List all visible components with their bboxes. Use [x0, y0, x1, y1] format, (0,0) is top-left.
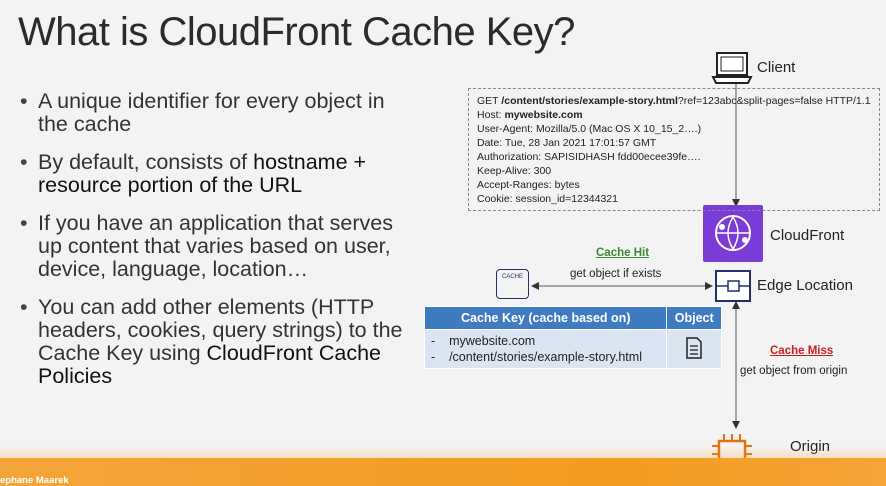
- keep-alive-header: Keep-Alive: 300: [477, 165, 552, 177]
- laptop-icon: [713, 53, 751, 83]
- date-header: Date: Tue, 28 Jan 2021 17:01:57 GMT: [477, 137, 657, 149]
- cloudfront-icon: [703, 205, 763, 262]
- edge-location-label: Edge Location: [757, 277, 853, 294]
- edge-location-icon: [716, 271, 750, 301]
- bullet-item: • A unique identifier for every object in the cache: [20, 90, 410, 136]
- accept-ranges-header: Accept-Ranges: bytes: [477, 179, 580, 191]
- bullet-item: • If you have an application that serves up content that varies based on user, device, language, location…: [20, 212, 410, 281]
- col-header-object: Object: [667, 307, 722, 330]
- cache-key-cell: [425, 330, 667, 369]
- client-label: Client: [757, 59, 796, 76]
- list-item: - /content/stories/example-story.html: [431, 350, 642, 364]
- http-request-box: [468, 88, 880, 211]
- cache-hit-label: Cache Hit: [596, 247, 650, 259]
- list-item: - mywebsite.com: [431, 334, 536, 348]
- cache-miss-label: Cache Miss: [770, 345, 834, 357]
- cookie-header: Cookie: session_id=12344321: [477, 193, 618, 205]
- author-label: ephane Maarek: [0, 475, 69, 486]
- object-cell: [667, 330, 722, 369]
- cache-key-table: [424, 306, 722, 369]
- get-from-origin-label: get object from origin: [740, 365, 848, 377]
- host-header: Host: mywebsite.com: [477, 109, 583, 121]
- authorization-header: Authorization: SAPISIDHASH fdd00ecee39fe….: [477, 151, 701, 163]
- request-line: GET /content/stories/example-story.html?ref=123abc&split-pages=false HTTP/1.1: [477, 95, 871, 107]
- document-icon: [684, 336, 704, 360]
- user-agent-header: User-Agent: Mozilla/5.0 (Mac OS X 10_15_2….): [477, 123, 702, 135]
- bullet-emphasis: hostname + resource portion of the URL: [38, 150, 367, 197]
- cloudfront-label: CloudFront: [770, 227, 845, 244]
- footer-bar: [0, 458, 886, 486]
- col-header-key: Cache Key (cache based on): [425, 307, 667, 330]
- bullet-emphasis: CloudFront Cache Policies: [38, 341, 381, 388]
- bullet-item: • You can add other elements (HTTP headers, cookies, query strings) to the Cache Key using CloudFront Cache Policies: [20, 296, 410, 388]
- bullet-item: • By default, consists of hostname + resource portion of the URL: [20, 151, 410, 197]
- get-if-exists-label: get object if exists: [570, 268, 662, 280]
- cache-icon: CACHE: [496, 269, 529, 299]
- slide-title: What is CloudFront Cache Key?: [18, 10, 575, 54]
- table-header-row: [425, 307, 722, 330]
- table-row: [425, 330, 722, 369]
